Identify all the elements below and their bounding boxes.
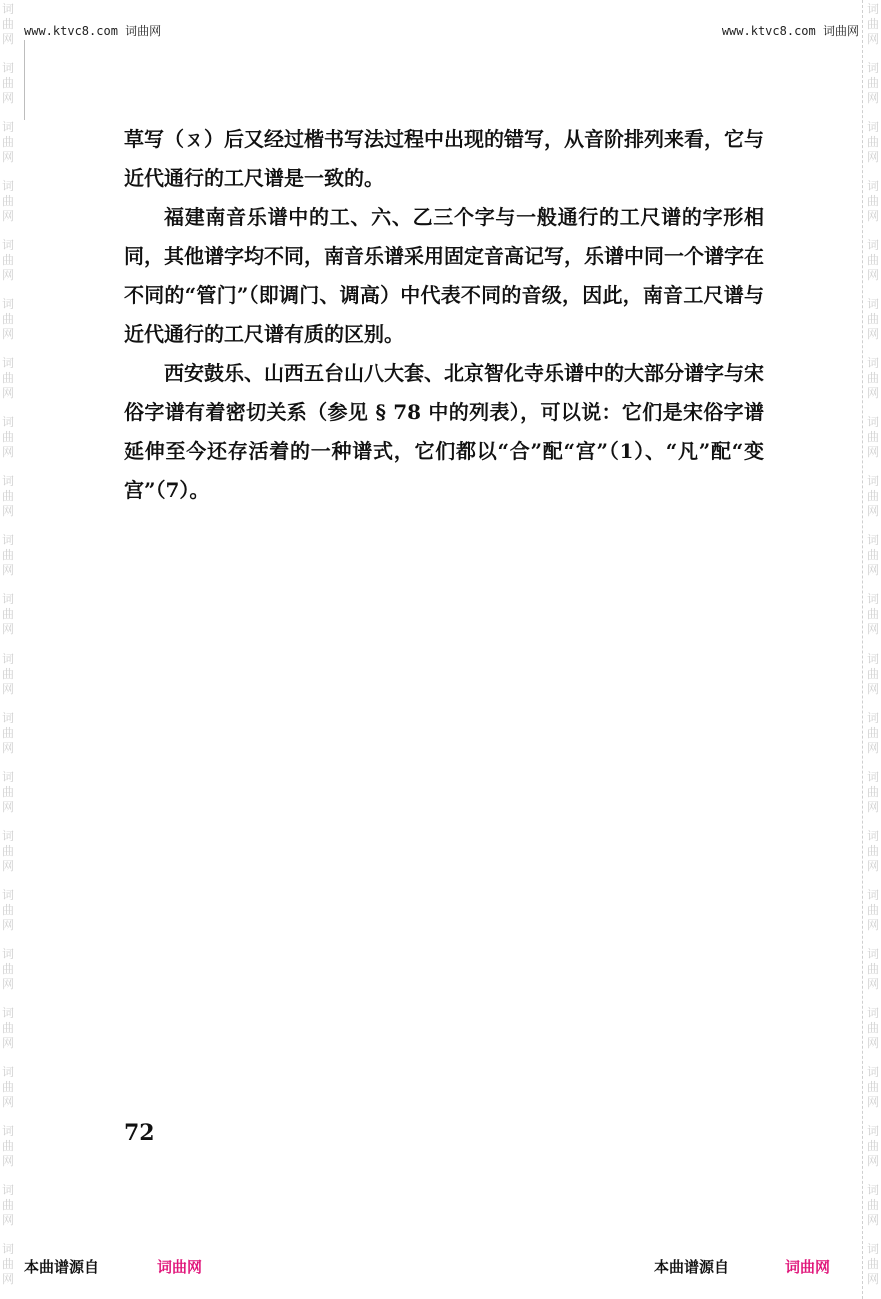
watermark-char: 网	[1, 327, 14, 342]
watermark-char: 曲	[866, 1079, 879, 1094]
watermark-char: 曲	[866, 1020, 879, 1035]
footer-right	[654, 1256, 830, 1277]
watermark-char: 词	[866, 1123, 879, 1138]
watermark-char: 网	[1, 858, 14, 873]
watermark-unit	[867, 827, 879, 886]
watermark-char: 曲	[866, 843, 879, 858]
watermark-char: 曲	[1, 312, 14, 327]
watermark-char: 词	[866, 2, 879, 16]
watermark-unit	[2, 1240, 14, 1299]
watermark-unit	[867, 768, 879, 827]
watermark-char: 词	[866, 297, 879, 312]
watermark-char: 词	[1, 887, 14, 902]
watermark-char: 曲	[866, 725, 879, 740]
watermark-char: 网	[866, 858, 879, 873]
watermark-char: 网	[1, 386, 14, 401]
watermark-char: 词	[1, 1005, 14, 1020]
watermark-char: 网	[1, 976, 14, 991]
watermark-char: 网	[1, 681, 14, 696]
watermark-char: 网	[866, 268, 879, 283]
watermark-char: 词	[866, 179, 879, 194]
footer-right-label: 本曲谱源自	[654, 1258, 730, 1276]
watermark-unit	[2, 0, 14, 59]
watermark-unit	[867, 886, 879, 945]
watermark-char: 曲	[866, 430, 879, 445]
watermark-char: 词	[866, 533, 879, 548]
watermark-char: 词	[1, 120, 14, 135]
watermark-char: 网	[866, 1153, 879, 1168]
left-edge-line	[24, 40, 25, 120]
right-edge-line	[862, 0, 863, 1299]
watermark-char: 曲	[1, 194, 14, 209]
watermark-char: 词	[866, 1241, 879, 1256]
watermark-unit	[867, 0, 879, 59]
watermark-char: 曲	[1, 430, 14, 445]
page-number: 72	[124, 1120, 155, 1146]
watermark-char: 词	[1, 356, 14, 371]
footer-left-label: 本曲谱源自	[24, 1258, 100, 1276]
watermark-char: 网	[866, 1271, 879, 1286]
watermark-char: 曲	[1, 784, 14, 799]
watermark-unit	[2, 413, 14, 472]
watermark-char: 网	[1, 1212, 14, 1227]
watermark-char: 网	[1, 1035, 14, 1050]
watermark-char: 网	[866, 209, 879, 224]
watermark-char: 词	[1, 651, 14, 666]
left-watermark-strip	[0, 0, 16, 1299]
watermark-unit	[2, 236, 14, 295]
watermark-char: 词	[866, 1064, 879, 1079]
watermark-unit	[867, 59, 879, 118]
watermark-unit	[867, 1240, 879, 1299]
watermark-unit	[867, 1004, 879, 1063]
watermark-char: 网	[866, 917, 879, 932]
watermark-char: 词	[1, 533, 14, 548]
watermark-char: 词	[866, 1005, 879, 1020]
watermark-unit	[867, 945, 879, 1004]
watermark-unit	[867, 1122, 879, 1181]
watermark-unit	[2, 1004, 14, 1063]
watermark-unit	[2, 1122, 14, 1181]
watermark-char: 曲	[1, 725, 14, 740]
watermark-char: 网	[1, 504, 14, 519]
watermark-char: 网	[1, 917, 14, 932]
watermark-char: 网	[1, 622, 14, 637]
watermark-char: 网	[1, 1153, 14, 1168]
watermark-char: 曲	[866, 666, 879, 681]
watermark-unit	[867, 236, 879, 295]
watermark-char: 网	[866, 799, 879, 814]
watermark-char: 词	[866, 592, 879, 607]
paragraph-2: 福建南音乐谱中的工、六、乙三个字与一般通行的工尺谱的字形相同，其他谱字均不同，南音乐谱采用固定音高记写，乐谱中同一个谱字在不同的“管门”（即调门、调高）中代表不同的音级，因此，南音工尺谱与近代通行的工尺谱有质的区别。	[124, 205, 764, 346]
watermark-unit	[2, 886, 14, 945]
watermark-unit	[867, 709, 879, 768]
header-url-left-domain: www.ktvc8.com	[24, 24, 118, 38]
watermark-char: 曲	[1, 371, 14, 386]
watermark-unit	[867, 590, 879, 649]
watermark-char: 曲	[866, 489, 879, 504]
watermark-char: 网	[1, 268, 14, 283]
watermark-unit	[2, 650, 14, 709]
watermark-char: 曲	[1, 489, 14, 504]
watermark-char: 词	[1, 1182, 14, 1197]
watermark-char: 曲	[866, 194, 879, 209]
watermark-unit	[2, 59, 14, 118]
watermark-unit	[867, 1063, 879, 1122]
watermark-char: 网	[866, 1094, 879, 1109]
watermark-char: 曲	[1, 253, 14, 268]
watermark-char: 网	[866, 445, 879, 460]
watermark-unit	[867, 472, 879, 531]
watermark-char: 词	[1, 769, 14, 784]
watermark-char: 网	[866, 1212, 879, 1227]
header-url-left-site: 词曲网	[125, 24, 162, 38]
watermark-char: 网	[866, 740, 879, 755]
watermark-char: 曲	[1, 76, 14, 91]
watermark-char: 曲	[866, 371, 879, 386]
watermark-char: 词	[866, 474, 879, 489]
footer-left	[24, 1256, 202, 1277]
watermark-char: 网	[1, 740, 14, 755]
watermark-unit	[867, 354, 879, 413]
footer-right-site: 词曲网	[785, 1258, 831, 1276]
watermark-unit	[867, 295, 879, 354]
watermark-char: 网	[866, 681, 879, 696]
watermark-char: 网	[1, 1271, 14, 1286]
watermark-char: 网	[866, 150, 879, 165]
watermark-char: 曲	[866, 1197, 879, 1212]
watermark-unit	[867, 413, 879, 472]
watermark-char: 词	[1, 592, 14, 607]
footer-left-site: 词曲网	[157, 1258, 203, 1276]
watermark-char: 曲	[866, 135, 879, 150]
paragraph-1: 草写（ㄡ）后又经过楷书写法过程中出现的错写，从音阶排列来看，它与近代通行的工尺谱是一致的。	[124, 127, 764, 190]
watermark-char: 词	[866, 946, 879, 961]
watermark-char: 词	[866, 710, 879, 725]
watermark-char: 词	[866, 1182, 879, 1197]
watermark-char: 曲	[1, 1256, 14, 1271]
watermark-unit	[867, 177, 879, 236]
watermark-unit	[2, 945, 14, 1004]
header-url-left	[24, 22, 161, 39]
watermark-char: 词	[866, 828, 879, 843]
watermark-char: 曲	[1, 1197, 14, 1212]
watermark-char: 词	[1, 297, 14, 312]
watermark-unit	[2, 295, 14, 354]
watermark-char: 曲	[866, 17, 879, 31]
watermark-unit	[2, 118, 14, 177]
watermark-char: 词	[1, 238, 14, 253]
watermark-char: 词	[866, 415, 879, 430]
watermark-unit	[867, 118, 879, 177]
watermark-char: 词	[1, 710, 14, 725]
watermark-char: 词	[866, 61, 879, 76]
right-watermark-strip	[865, 0, 881, 1299]
watermark-char: 网	[866, 504, 879, 519]
watermark-char: 词	[1, 61, 14, 76]
header-url-right	[722, 22, 859, 39]
watermark-char: 曲	[1, 1020, 14, 1035]
watermark-char: 词	[1, 1241, 14, 1256]
watermark-char: 词	[1, 946, 14, 961]
watermark-unit	[867, 531, 879, 590]
watermark-char: 曲	[866, 902, 879, 917]
watermark-unit	[867, 650, 879, 709]
watermark-char: 网	[866, 1035, 879, 1050]
watermark-char: 网	[1, 563, 14, 578]
watermark-char: 词	[866, 651, 879, 666]
watermark-char: 网	[866, 622, 879, 637]
watermark-char: 网	[866, 327, 879, 342]
watermark-char: 曲	[866, 607, 879, 622]
watermark-char: 词	[1, 2, 14, 16]
watermark-unit	[2, 590, 14, 649]
watermark-unit	[2, 1063, 14, 1122]
watermark-char: 曲	[1, 135, 14, 150]
watermark-char: 曲	[1, 17, 14, 31]
watermark-char: 曲	[1, 548, 14, 563]
watermark-unit	[2, 709, 14, 768]
watermark-char: 网	[866, 91, 879, 106]
watermark-char: 词	[1, 1064, 14, 1079]
watermark-char: 曲	[1, 666, 14, 681]
watermark-char: 曲	[1, 1079, 14, 1094]
watermark-char: 曲	[866, 961, 879, 976]
watermark-char: 曲	[866, 253, 879, 268]
watermark-char: 网	[1, 209, 14, 224]
watermark-char: 曲	[1, 843, 14, 858]
watermark-unit	[867, 1181, 879, 1240]
watermark-char: 词	[1, 415, 14, 430]
watermark-char: 曲	[866, 76, 879, 91]
watermark-char: 曲	[1, 1138, 14, 1153]
watermark-char: 词	[866, 356, 879, 371]
watermark-unit	[2, 1181, 14, 1240]
watermark-char: 网	[1, 445, 14, 460]
watermark-char: 网	[866, 386, 879, 401]
watermark-unit	[2, 354, 14, 413]
watermark-char: 词	[1, 474, 14, 489]
watermark-char: 网	[1, 32, 14, 46]
header-url-right-site: 词曲网	[822, 24, 859, 38]
watermark-char: 网	[1, 91, 14, 106]
body-text	[124, 120, 764, 510]
watermark-char: 网	[1, 1094, 14, 1109]
header-url-right-domain: www.ktvc8.com	[721, 24, 816, 38]
watermark-char: 曲	[866, 312, 879, 327]
watermark-char: 网	[866, 976, 879, 991]
watermark-char: 曲	[866, 784, 879, 799]
watermark-char: 词	[866, 120, 879, 135]
watermark-char: 曲	[1, 902, 14, 917]
watermark-char: 网	[866, 563, 879, 578]
watermark-char: 词	[866, 238, 879, 253]
watermark-char: 词	[866, 769, 879, 784]
paragraph-3: 西安鼓乐、山西五台山八大套、北京智化寺乐谱中的大部分谱字与宋俗字谱有着密切关系（参见 § 78 中的列表），可以说：它们是宋俗字谱延伸至今还存活着的一种谱式，它们都以“合”配“宫”（1）、“凡”配“变宫”（7）。	[124, 361, 764, 502]
watermark-char: 曲	[866, 1138, 879, 1153]
watermark-unit	[2, 768, 14, 827]
watermark-char: 网	[866, 32, 879, 46]
watermark-unit	[2, 177, 14, 236]
watermark-char: 词	[1, 828, 14, 843]
watermark-char: 词	[1, 1123, 14, 1138]
watermark-char: 词	[1, 179, 14, 194]
watermark-unit	[2, 531, 14, 590]
watermark-char: 曲	[866, 1256, 879, 1271]
watermark-char: 曲	[866, 548, 879, 563]
watermark-char: 曲	[1, 961, 14, 976]
watermark-char: 曲	[1, 607, 14, 622]
watermark-unit	[2, 472, 14, 531]
watermark-char: 网	[1, 150, 14, 165]
watermark-char: 词	[866, 887, 879, 902]
watermark-unit	[2, 827, 14, 886]
watermark-char: 网	[1, 799, 14, 814]
